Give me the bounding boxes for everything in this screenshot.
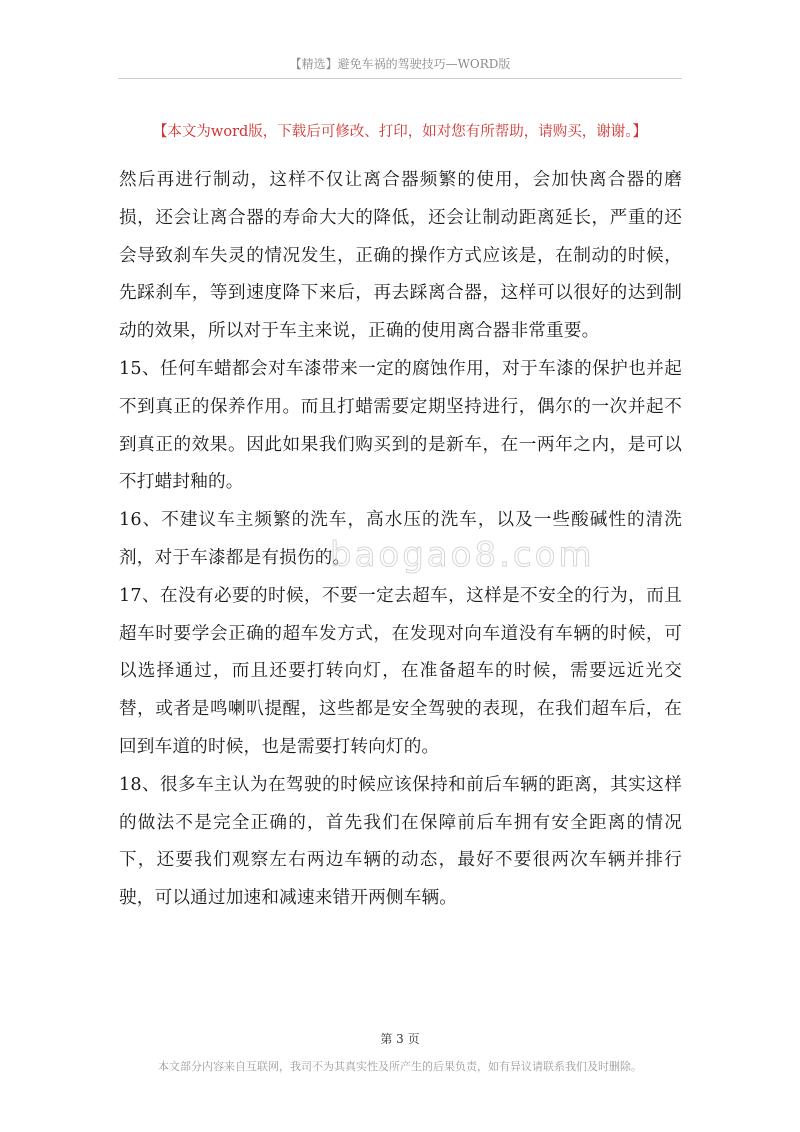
page-header: 【精选】避免车祸的驾驶技巧—WORD版	[289, 57, 511, 71]
paragraph-item-15: 15、任何车蜡都会对车漆带来一定的腐蚀作用，对于车漆的保护也并起不到真正的保养作用。而且打蜡需要定期坚持进行，偶尔的一次并起不到真正的效果。因此如果我们购买到的是新车，在一两年之内，是可以不打蜡封釉的。	[119, 358, 682, 493]
header-divider	[118, 78, 682, 79]
paragraph-item-16: 16、不建议车主频繁的洗车，高水压的洗车，以及一些酸碱性的清洗剂，对于车漆都是有损伤的。	[119, 510, 682, 568]
paragraph-item-17: 17、在没有必要的时候，不要一定去超车，这样是不安全的行为，而且超车时要学会正确的超车发方式，在发现对向车道没有车辆的时候，可以选择通过，而且还要打转向灯，在准备超车的时候，需要远近光交替，或者是鸣喇叭提醒，这些都是安全驾驶的表现，在我们超车后，在回到车道的时候，也是需要打转向灯的。	[119, 585, 682, 757]
notice-banner: 【本文为word版，下载后可修改、打印，如对您有所帮助，请购买，谢谢。】	[152, 124, 648, 140]
watermark: baogao8.com	[330, 535, 595, 575]
paragraph-continuation: 然后再进行制动，这样不仅让离合器频繁的使用，会加快离合器的磨损，还会让离合器的寿命大大的降低，还会让制动距离延长，严重的还会导致刹车失灵的情况发生，正确的操作方式应该是，在制动的时候，先踩刹车，等到速度降下来后，再去踩离合器，这样可以很好的达到制动的效果，所以对于车主来说，正确的使用离合器非常重要。	[119, 170, 682, 342]
document-body	[119, 162, 682, 918]
page-number: 第 3 页	[380, 1032, 420, 1046]
paragraph-item-18: 18、很多车主认为在驾驶的时候应该保持和前后车辆的距离，其实这样的做法不是完全正确的，首先我们在保障前后车拥有安全距离的情况下，还要我们观察左右两边车辆的动态，最好不要很两次车辆并排行驶，可以通过加速和减速来错开两侧车辆。	[119, 774, 682, 909]
page-footer-disclaimer: 本文部分内容来自互联网，我司不为其真实性及所产生的后果负责，如有异议请联系我们及时删除。	[158, 1060, 642, 1073]
